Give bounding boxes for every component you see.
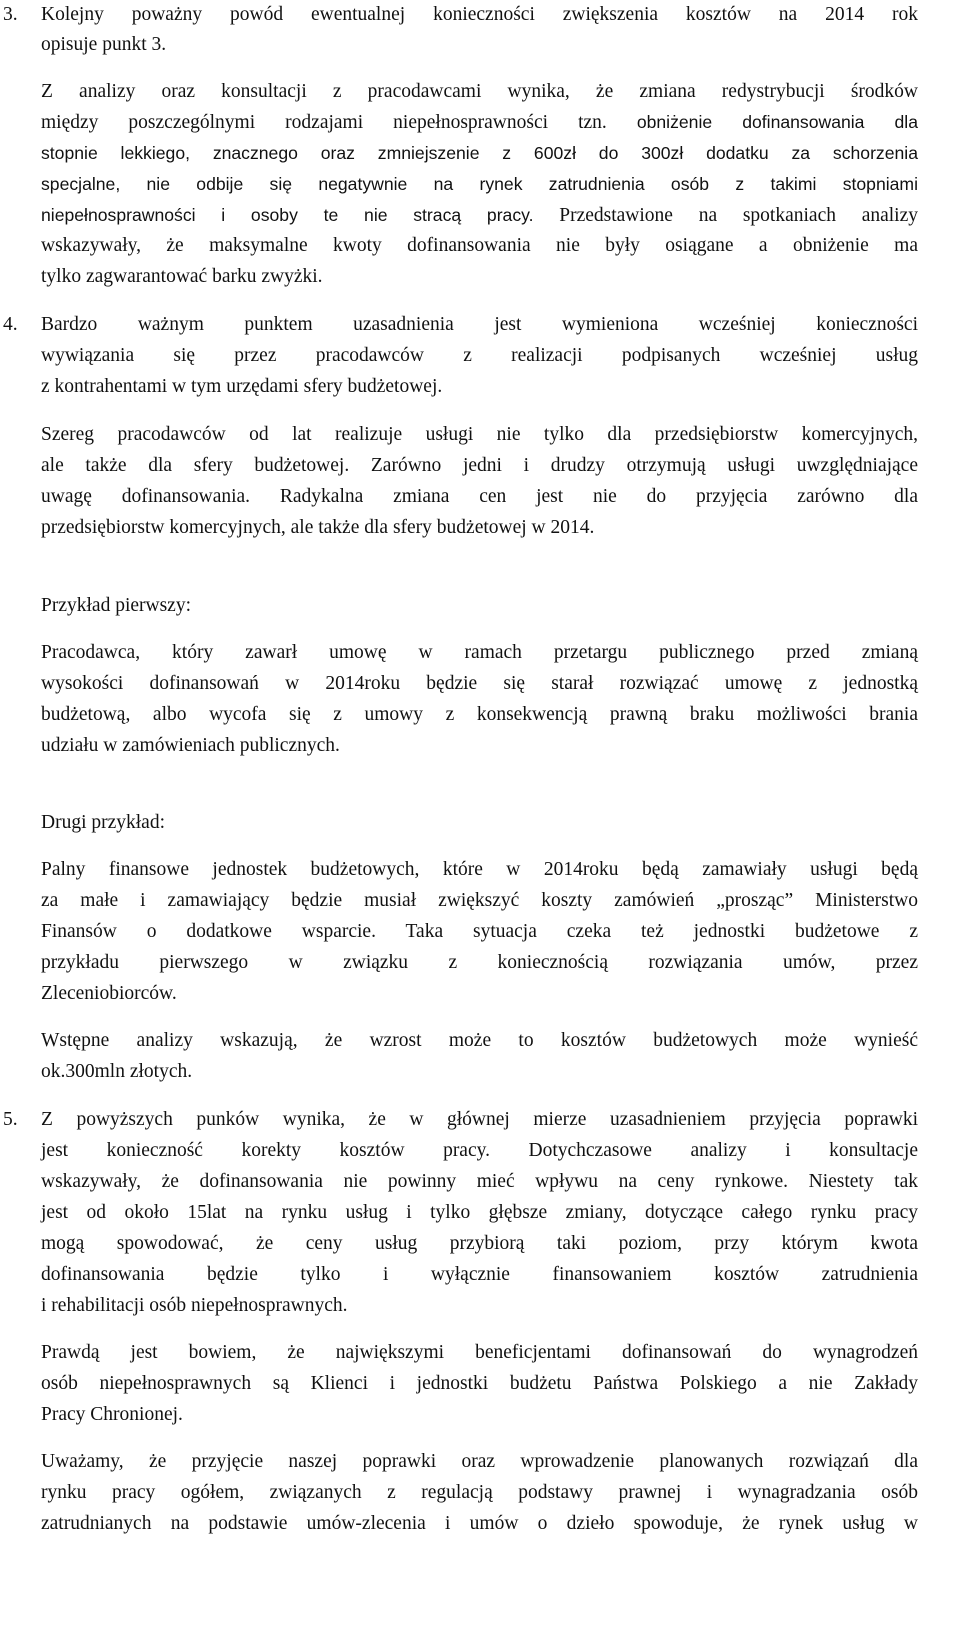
list-number: 5. xyxy=(3,1109,18,1130)
text-segment: między poszczególnymi rodzajami niepełnosprawności tzn. xyxy=(41,112,607,133)
text-line: Kolejny poważny powód ewentualnej konieczności zwiększenia kosztów na 2014 rok xyxy=(41,4,918,25)
text-line: Pracodawca, który zawarł umowę w ramach przetargu publicznego przed zmianą xyxy=(41,642,918,663)
text-line: wskazywały, że dofinansowania nie powinny mieć wpływu na ceny rynkowe. Niestety tak xyxy=(41,1171,918,1192)
text-line: Finansów o dodatkowe wsparcie. Taka sytuacja czeka też jednostki budżetowe z xyxy=(41,921,918,942)
text-line: z kontrahentami w tym urzędami sfery budżetowej. xyxy=(41,376,443,397)
text-line: Zleceniobiorców. xyxy=(41,983,177,1004)
text-line: wywiązania się przez pracodawców z realizacji podpisanych wcześniej usług xyxy=(41,345,918,366)
list-number: 4. xyxy=(3,314,18,335)
text-line: przykładu pierwszego w związku z koniecznością rozwiązania umów, przez xyxy=(41,952,918,973)
text-line: Wstępne analizy wskazują, że wzrost może to kosztów budżetowych może wynieść xyxy=(41,1030,918,1051)
text-line: przedsiębiorstw komercyjnych, ale także dla sfery budżetowej w 2014. xyxy=(41,517,595,538)
text-line: jest od około 15lat na rynku usług i tylko głębsze zmiany, dotyczące całego rynku pracy xyxy=(41,1202,918,1223)
text-line: udziału w zamówieniach publicznych. xyxy=(41,735,340,756)
text-line: Pracy Chronionej. xyxy=(41,1404,183,1425)
section-heading: Drugi przykład: xyxy=(41,812,166,833)
text-segment: Przedstawione na spotkaniach analizy xyxy=(559,205,918,226)
text-line: wskazywały, że maksymalne kwoty dofinansowania nie były osiągane a obniżenie ma xyxy=(41,235,918,256)
list-number: 3. xyxy=(3,4,18,25)
text-line xyxy=(41,200,918,231)
text-line: Z analizy oraz konsultacji z pracodawcami wynika, że zmiana redystrybucji środków xyxy=(41,81,918,102)
text-line: Szereg pracodawców od lat realizuje usługi nie tylko dla przedsiębiorstw komercyjnych, xyxy=(41,424,918,445)
text-line: dofinansowania będzie tylko i wyłącznie finansowaniem kosztów zatrudnienia xyxy=(41,1264,918,1285)
text-line: i rehabilitacji osób niepełnosprawnych. xyxy=(41,1295,348,1316)
text-line: Palny finansowe jednostek budżetowych, które w 2014roku będą zamawiały usługi będą xyxy=(41,859,918,880)
text-line: budżetową, albo wycofa się z umowy z konsekwencją prawną braku możliwości brania xyxy=(41,704,918,725)
text-line: Prawdą jest bowiem, że największymi beneficjentami dofinansowań do wynagrodzeń xyxy=(41,1342,918,1363)
text-line: za małe i zamawiający będzie musiał zwiększyć koszty zamówień „prosząc” Ministerstwo xyxy=(41,890,918,911)
text-line: zatrudnianych na podstawie umów-zlecenia i umów o dzieło spowoduje, że rynek usług w xyxy=(41,1513,918,1534)
text-line: stopnie lekkiego, znacznego oraz zmniejszenie z 600zł do 300zł dodatku za schorzenia xyxy=(41,143,918,163)
text-line: uwagę dofinansowania. Radykalna zmiana cen jest nie do przyjęcia zarówno dla xyxy=(41,486,918,507)
text-line: jest konieczność korekty kosztów pracy. Dotychczasowe analizy i konsultacje xyxy=(41,1140,918,1161)
text-line xyxy=(41,107,918,138)
text-segment: niepełnosprawności i osoby te nie stracą pracy. xyxy=(41,205,534,225)
text-line: osób niepełnosprawnych są Klienci i jednostki budżetu Państwa Polskiego a nie Zakłady xyxy=(41,1373,918,1394)
section-heading: Przykład pierwszy: xyxy=(41,595,192,616)
text-line: Bardzo ważnym punktem uzasadnienia jest wymieniona wcześniej konieczności xyxy=(41,314,918,335)
text-line: tylko zagwarantować barku zwyżki. xyxy=(41,266,323,287)
text-line: rynku pracy ogółem, związanych z regulacją podstawy prawnej i wynagradzania osób xyxy=(41,1482,918,1503)
text-line: opisuje punkt 3. xyxy=(41,34,167,55)
text-segment: obniżenie dofinansowania dla xyxy=(636,112,918,132)
text-line: Z powyższych punków wynika, że w głównej mierze uzasadnieniem przyjęcia poprawki xyxy=(41,1109,918,1130)
text-line: wysokości dofinansowań w 2014roku będzie się starał rozwiązać umowę z jednostką xyxy=(41,673,918,694)
text-line: Uważamy, że przyjęcie naszej poprawki oraz wprowadzenie planowanych rozwiązań dla xyxy=(41,1451,918,1472)
text-line: ale także dla sfery budżetowej. Zarówno jedni i drudzy otrzymują usługi uwzględniające xyxy=(41,455,918,476)
text-line: specjalne, nie odbije się negatywnie na rynek zatrudnienia osób z takimi stopniami xyxy=(41,174,918,194)
text-line: ok.300mln złotych. xyxy=(41,1061,193,1082)
text-line: mogą spowodować, że ceny usług przybiorą taki poziom, przy którym kwota xyxy=(41,1233,918,1254)
